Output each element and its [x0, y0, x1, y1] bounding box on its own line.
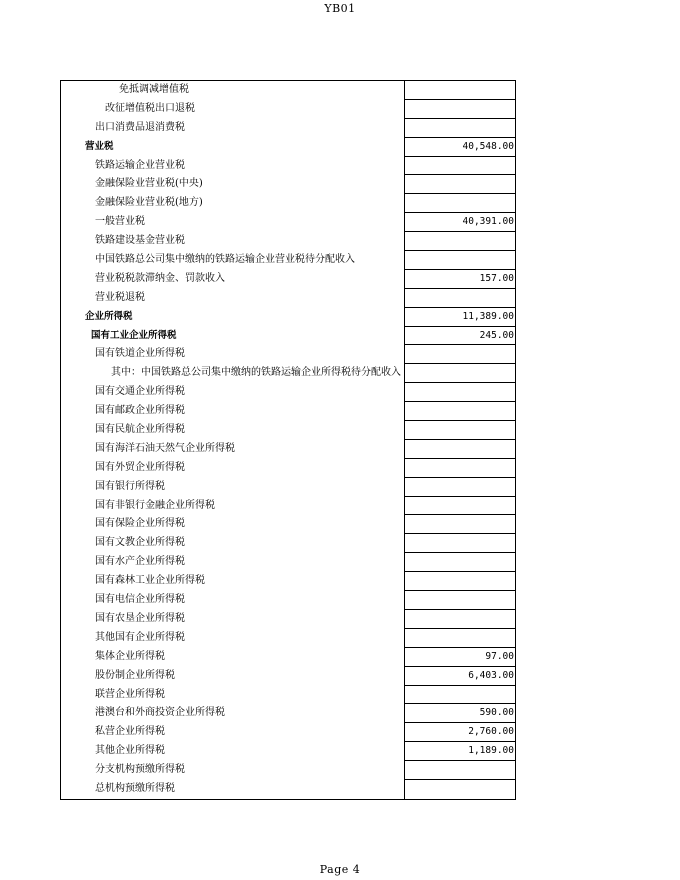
table-row: [61, 213, 515, 232]
table-row: [61, 459, 515, 478]
row-value: [405, 572, 515, 591]
row-label: 港澳台和外商投资企业所得税: [61, 704, 405, 723]
row-label: 国有农垦企业所得税: [61, 610, 405, 629]
row-value: [405, 364, 515, 383]
row-label: 国有交通企业所得税: [61, 383, 405, 402]
row-label: 其他国有企业所得税: [61, 629, 405, 648]
row-value: [405, 478, 515, 497]
row-label: 中国铁路总公司集中缴纳的铁路运输企业营业税待分配收入: [61, 251, 405, 270]
row-value: [405, 497, 515, 516]
row-label: 联营企业所得税: [61, 686, 405, 705]
row-label: 集体企业所得税: [61, 648, 405, 667]
table-row: [61, 100, 515, 119]
table-row: [61, 591, 515, 610]
table-row: [61, 667, 515, 686]
table-row: [61, 175, 515, 194]
row-value: 6,403.00: [405, 667, 515, 686]
row-value: [405, 251, 515, 270]
table-row: [61, 780, 515, 799]
row-value: 157.00: [405, 270, 515, 289]
row-label: 股份制企业所得税: [61, 667, 405, 686]
row-value: 590.00: [405, 704, 515, 723]
row-value: 1,189.00: [405, 742, 515, 761]
row-label: 营业税: [61, 138, 405, 157]
row-label: 国有森林工业企业所得税: [61, 572, 405, 591]
table-row: [61, 81, 515, 100]
row-label: 分支机构预缴所得税: [61, 761, 405, 780]
row-label: 私营企业所得税: [61, 723, 405, 742]
row-value: [405, 289, 515, 308]
row-label: 国有邮政企业所得税: [61, 402, 405, 421]
row-label: 国有保险企业所得税: [61, 515, 405, 534]
row-label: 国有民航企业所得税: [61, 421, 405, 440]
table-row: [61, 534, 515, 553]
row-label: 国有水产企业所得税: [61, 553, 405, 572]
page-footer-number: Page 4: [319, 863, 361, 876]
table-row: [61, 515, 515, 534]
row-value: [405, 515, 515, 534]
row-value: [405, 629, 515, 648]
row-label: 改征增值税出口退税: [61, 100, 405, 119]
row-label: 国有文教企业所得税: [61, 534, 405, 553]
table-row: [61, 572, 515, 591]
table-row: [61, 478, 515, 497]
row-label: 免抵调减增值税: [61, 81, 405, 100]
table-row: [61, 686, 515, 705]
row-value: 40,548.00: [405, 138, 515, 157]
table-row: [61, 610, 515, 629]
row-label: 出口消费品退消费税: [61, 119, 405, 138]
row-value: [405, 421, 515, 440]
row-value: [405, 81, 515, 100]
row-value: [405, 175, 515, 194]
row-label: 国有外贸企业所得税: [61, 459, 405, 478]
table-row: [61, 364, 515, 383]
row-value: [405, 100, 515, 119]
row-label: 国有海洋石油天然气企业所得税: [61, 440, 405, 459]
table-row: [61, 270, 515, 289]
row-value: [405, 761, 515, 780]
tax-report-table: [60, 80, 516, 800]
row-value: [405, 157, 515, 176]
table-row: [61, 553, 515, 572]
row-label: 国有电信企业所得税: [61, 591, 405, 610]
row-label: 铁路运输企业营业税: [61, 157, 405, 176]
row-label: 国有非银行金融企业所得税: [61, 497, 405, 516]
table-row: [61, 704, 515, 723]
row-label: 营业税退税: [61, 289, 405, 308]
table-row: [61, 497, 515, 516]
row-value: [405, 383, 515, 402]
row-value: [405, 610, 515, 629]
table-row: [61, 421, 515, 440]
row-value: [405, 345, 515, 364]
table-row: [61, 761, 515, 780]
row-value: [405, 194, 515, 213]
row-value: [405, 591, 515, 610]
row-label: 营业税税款滞纳金、罚款收入: [61, 270, 405, 289]
row-label: 国有银行所得税: [61, 478, 405, 497]
row-value: 11,389.00: [405, 308, 515, 327]
row-value: 2,760.00: [405, 723, 515, 742]
row-label: 一般营业税: [61, 213, 405, 232]
table-row: [61, 119, 515, 138]
row-value: 40,391.00: [405, 213, 515, 232]
table-row: [61, 742, 515, 761]
table-row: [61, 232, 515, 251]
row-value: [405, 780, 515, 799]
table-row: [61, 327, 515, 346]
row-label: 企业所得税: [61, 308, 405, 327]
row-value: [405, 402, 515, 421]
page-header-title: YB01: [324, 2, 356, 15]
table-row: [61, 648, 515, 667]
row-label: 其他企业所得税: [61, 742, 405, 761]
table-row: [61, 194, 515, 213]
row-label: 总机构预缴所得税: [61, 780, 405, 799]
row-value: [405, 534, 515, 553]
table-row: [61, 723, 515, 742]
table-row: [61, 402, 515, 421]
row-value: 245.00: [405, 327, 515, 346]
row-label: 国有铁道企业所得税: [61, 345, 405, 364]
row-label: 金融保险业营业税(地方): [61, 194, 405, 213]
table-row: [61, 289, 515, 308]
row-value: [405, 686, 515, 705]
table-row: [61, 629, 515, 648]
row-value: [405, 232, 515, 251]
table-row: [61, 251, 515, 270]
row-label: 铁路建设基金营业税: [61, 232, 405, 251]
table-row: [61, 308, 515, 327]
table-row: [61, 440, 515, 459]
table-row: [61, 138, 515, 157]
row-value: 97.00: [405, 648, 515, 667]
row-label: 其中：中国铁路总公司集中缴纳的铁路运输企业所得税待分配收入: [61, 364, 405, 383]
row-label: 国有工业企业所得税: [61, 327, 405, 346]
table-row: [61, 345, 515, 364]
row-value: [405, 119, 515, 138]
row-value: [405, 440, 515, 459]
table-row: [61, 383, 515, 402]
row-label: 金融保险业营业税(中央): [61, 175, 405, 194]
table-row: [61, 157, 515, 176]
row-value: [405, 553, 515, 572]
row-value: [405, 459, 515, 478]
